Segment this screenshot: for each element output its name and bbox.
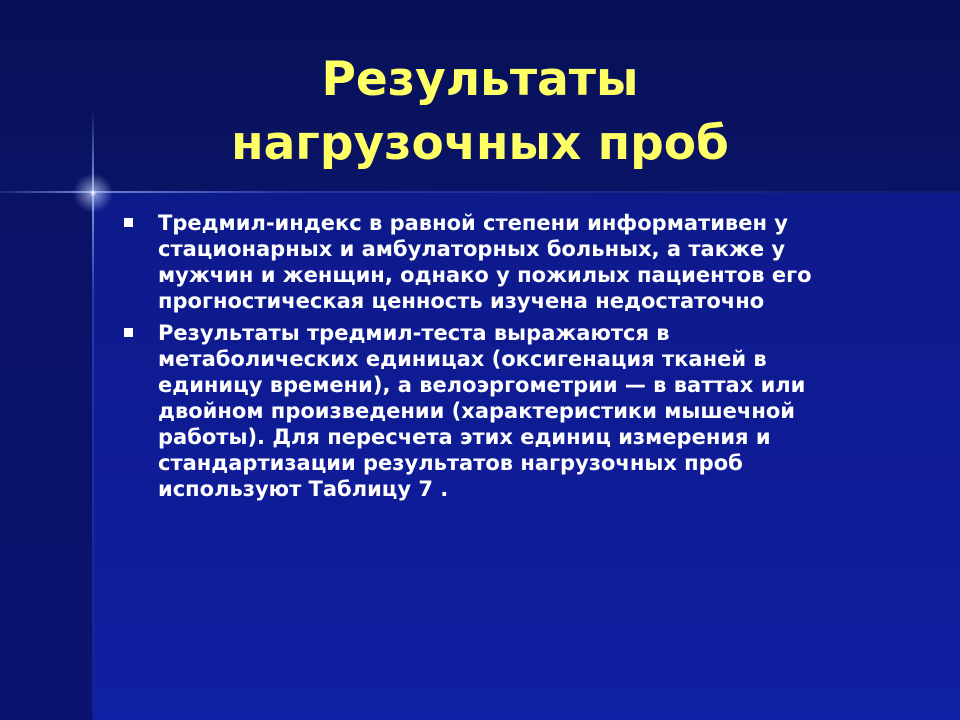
square-bullet-icon <box>124 218 133 227</box>
slide-title <box>150 48 810 176</box>
title-line: Результаты <box>321 52 639 107</box>
bullet-line: Тредмил-индекс в равной степени информативен у <box>158 211 788 235</box>
bullet-line: используют Таблицу 7 . <box>158 477 449 501</box>
left-band <box>0 193 93 720</box>
bullet-line: стационарных и амбулаторных больных, а также у <box>158 237 786 261</box>
bullet-line: мужчин и женщин, однако у пожилых пациентов его <box>158 263 812 287</box>
bullet-line: метаболических единицах (оксигенация тканей в <box>158 347 767 371</box>
bullet-line: Результаты тредмил-теста выражаются в <box>158 321 670 345</box>
bullet-list <box>120 210 920 508</box>
bullet-line: стандартизации результатов нагрузочных проб <box>158 451 743 475</box>
square-bullet-icon <box>124 328 133 337</box>
bullet-item <box>120 320 920 502</box>
bullet-item <box>120 210 920 314</box>
bullet-line: двойном произведении (характеристики мышечной <box>158 399 795 423</box>
sparkle-icon <box>62 162 124 224</box>
horizontal-divider <box>0 191 960 193</box>
bullet-line: работы). Для пересчета этих единиц измерения и <box>158 425 771 449</box>
bullet-line: прогностическая ценность изучена недостаточно <box>158 289 765 313</box>
bullet-line: единицу времени), а велоэргометрии — в ваттах или <box>158 373 806 397</box>
title-line: нагрузочных проб <box>231 116 729 171</box>
